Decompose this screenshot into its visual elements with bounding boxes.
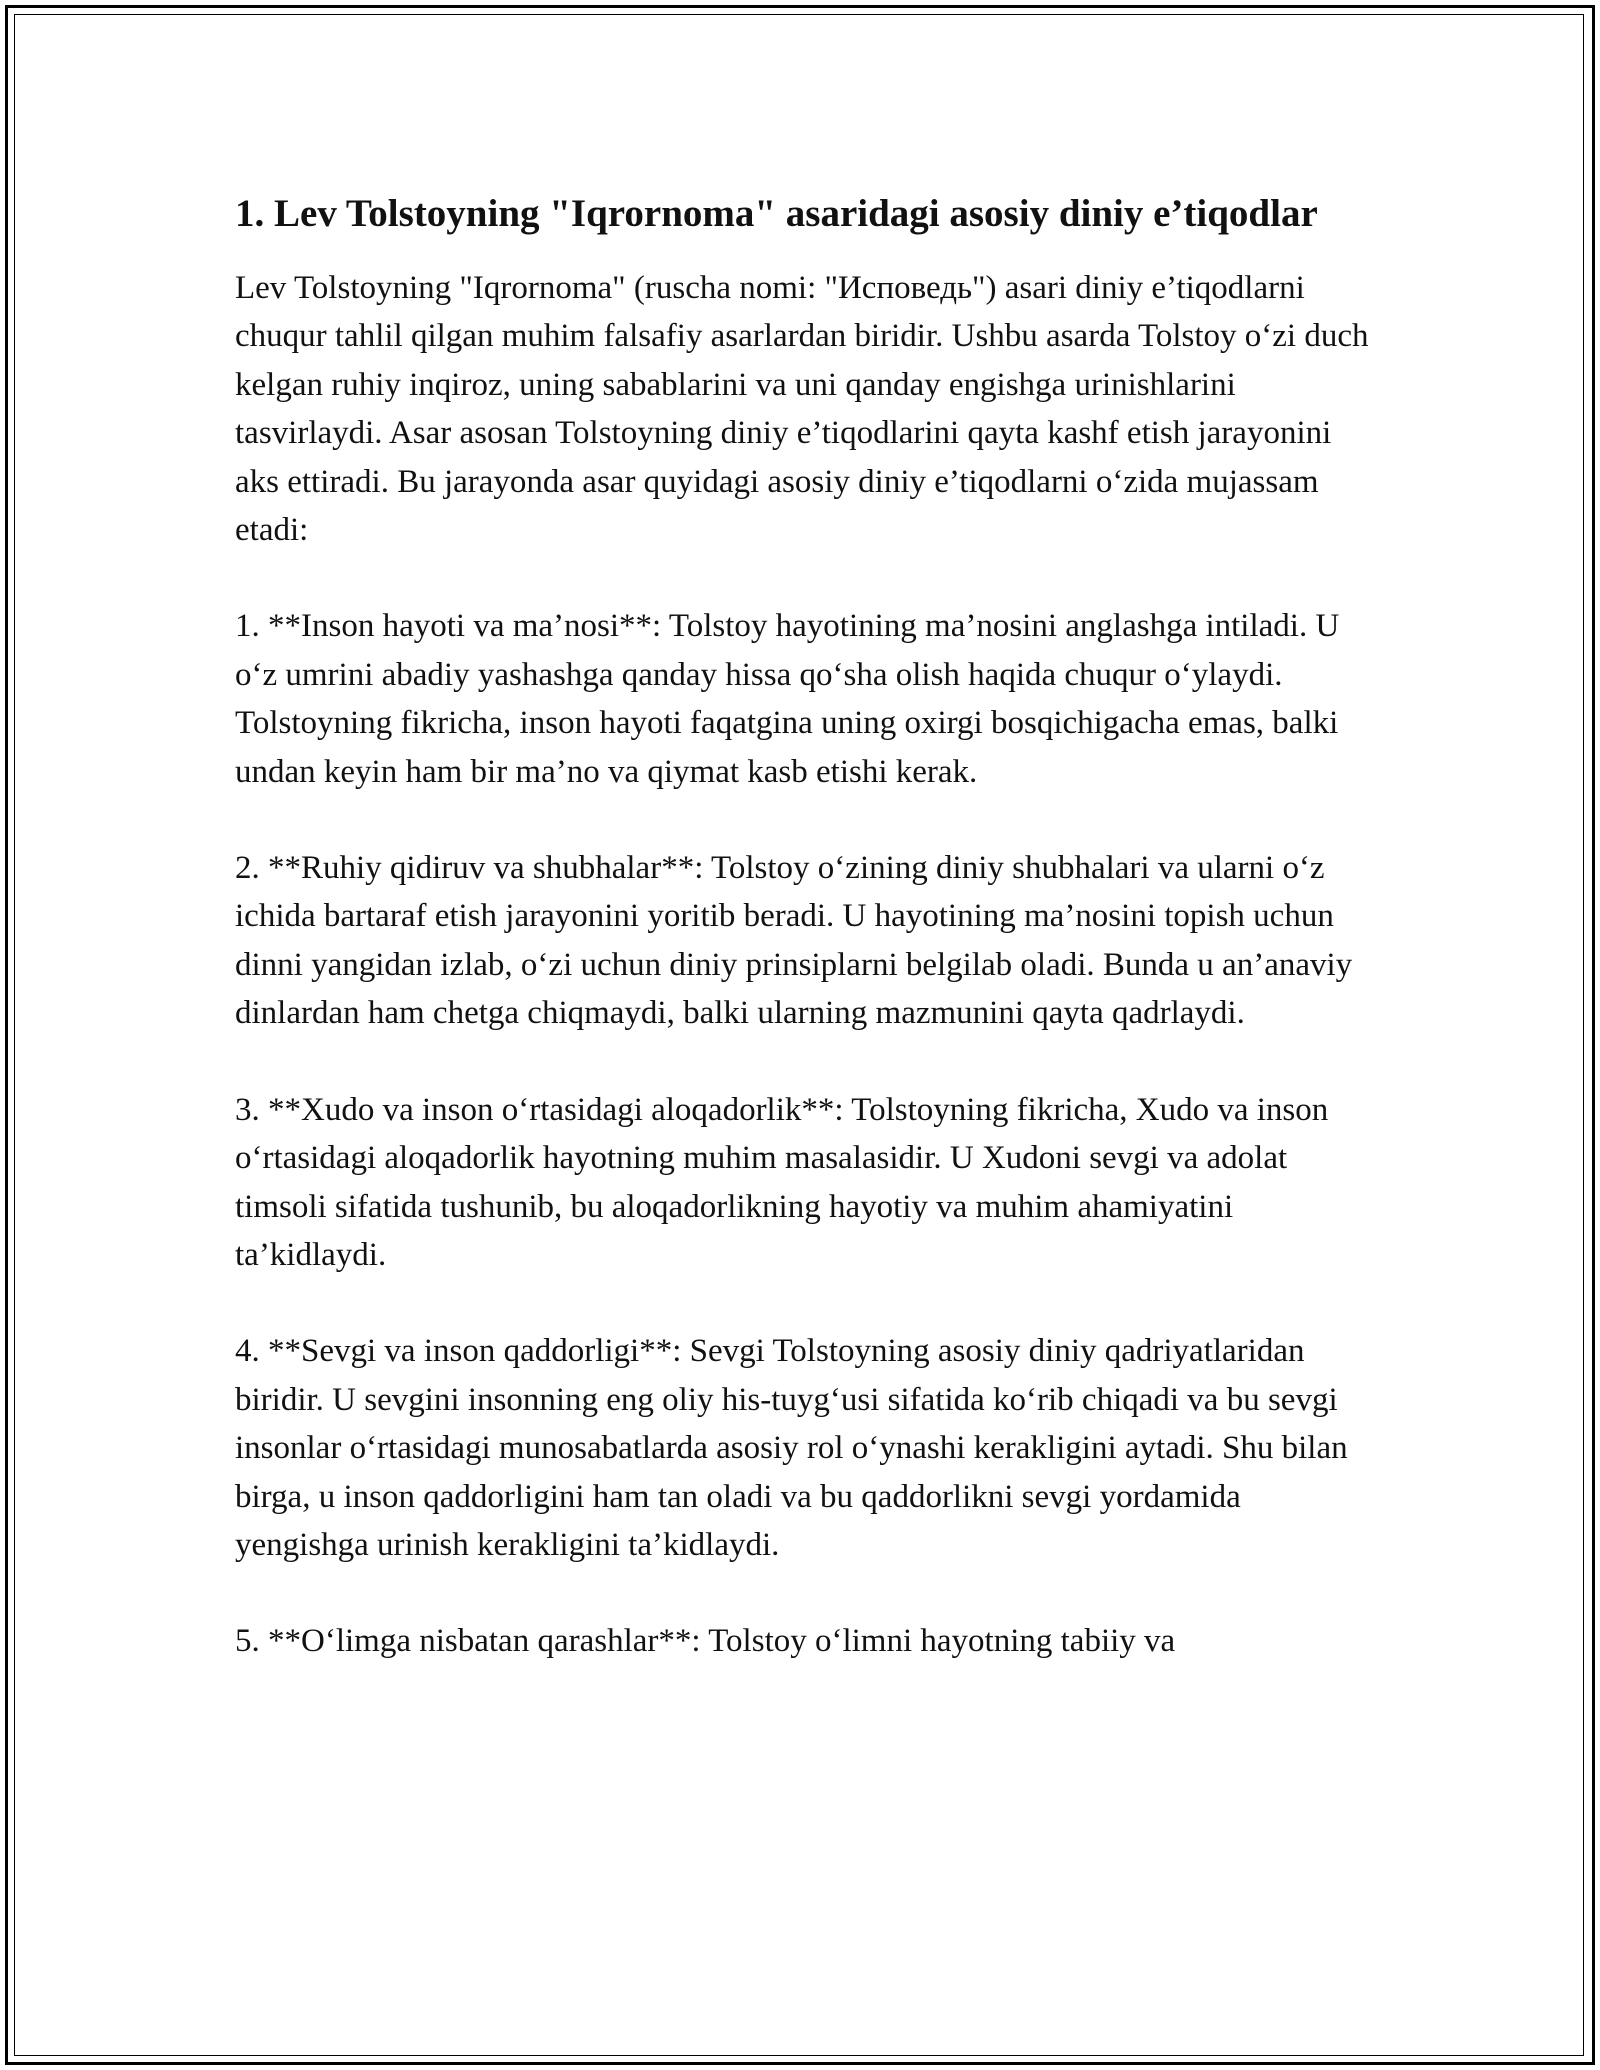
document-body xyxy=(235,186,1375,1714)
paragraph-point-1: 1. **Inson hayoti va ma’nosi**: Tolstoy hayotining ma’nosini anglashga intiladi. U o‘z umrini abadiy yashashga qanday hissa qo‘sha olish haqida chuqur o‘ylaydi. Tolstoyning fikricha, inson hayoti faqatgina uning oxirgi bosqichigacha emas, balki undan keyin ham bir ma’no va qiymat kasb etishi kerak. xyxy=(235,608,1340,790)
paragraph-point-2: 2. **Ruhiy qidiruv va shubhalar**: Tolstoy o‘zining diniy shubhalari va ularni o‘z ichida bartaraf etish jarayonini yoritib beradi. U hayotining ma’nosini topish uchun dinni yangidan izlab, o‘zi uchun diniy prinsiplarni belgilab oladi. Bunda u an’anaviy dinlardan ham chetga chiqmaydi, balki ularning mazmunini qayta qadrlaydi. xyxy=(235,850,1353,1032)
paragraph-point-5: 5. **O‘limga nisbatan qarashlar**: Tolstoy o‘limni hayotning tabiiy va xyxy=(235,1623,1176,1660)
paragraph-point-4: 4. **Sevgi va inson qaddorligi**: Sevgi Tolstoyning asosiy diniy qadriyatlaridan biridir. U sevgini insonning eng oliy his-tuyg‘usi sifatida ko‘rib chiqadi va bu sevgi insonlar o‘rtasidagi munosabatlarda asosiy rol o‘ynashi kerakligini aytadi. Shu bilan birga, u inson qaddorligini ham tan oladi va bu qaddorlikni sevgi yordamida yengishga urinish kerakligini ta’kidlaydi. xyxy=(235,1333,1348,1563)
paragraph-point-3: 3. **Xudo va inson o‘rtasidagi aloqadorlik**: Tolstoyning fikricha, Xudo va inson o‘rtasidagi aloqadorlik hayotning muhim masalasidir. U Xudoni sevgi va adolat timsoli sifatida tushunib, bu aloqadorlikning hayotiy va muhim ahamiyatini ta’kidlaydi. xyxy=(235,1091,1329,1273)
paragraph-intro: Lev Tolstoyning "Iqrornoma" (ruscha nomi: "Исповедь") asari diniy e’tiqodlarni chuqur tahlil qilgan muhim falsafiy asarlardan biridir. Ushbu asarda Tolstoy o‘zi duch kelgan ruhiy inqiroz, uning sabablarini va uni qanday engishga urinishlarini tasvirlaydi. Asar asosan Tolstoyning diniy e’tiqodlarini qayta kashf etish jarayonini aks ettiradi. Bu jarayonda asar quyidagi asosiy diniy e’tiqodlarni o‘zida mujassam etadi: xyxy=(235,270,1369,549)
document-heading: 1. Lev Tolstoyning "Iqrornoma" asaridagi asosiy diniy e’tiqodlar xyxy=(235,192,1318,235)
